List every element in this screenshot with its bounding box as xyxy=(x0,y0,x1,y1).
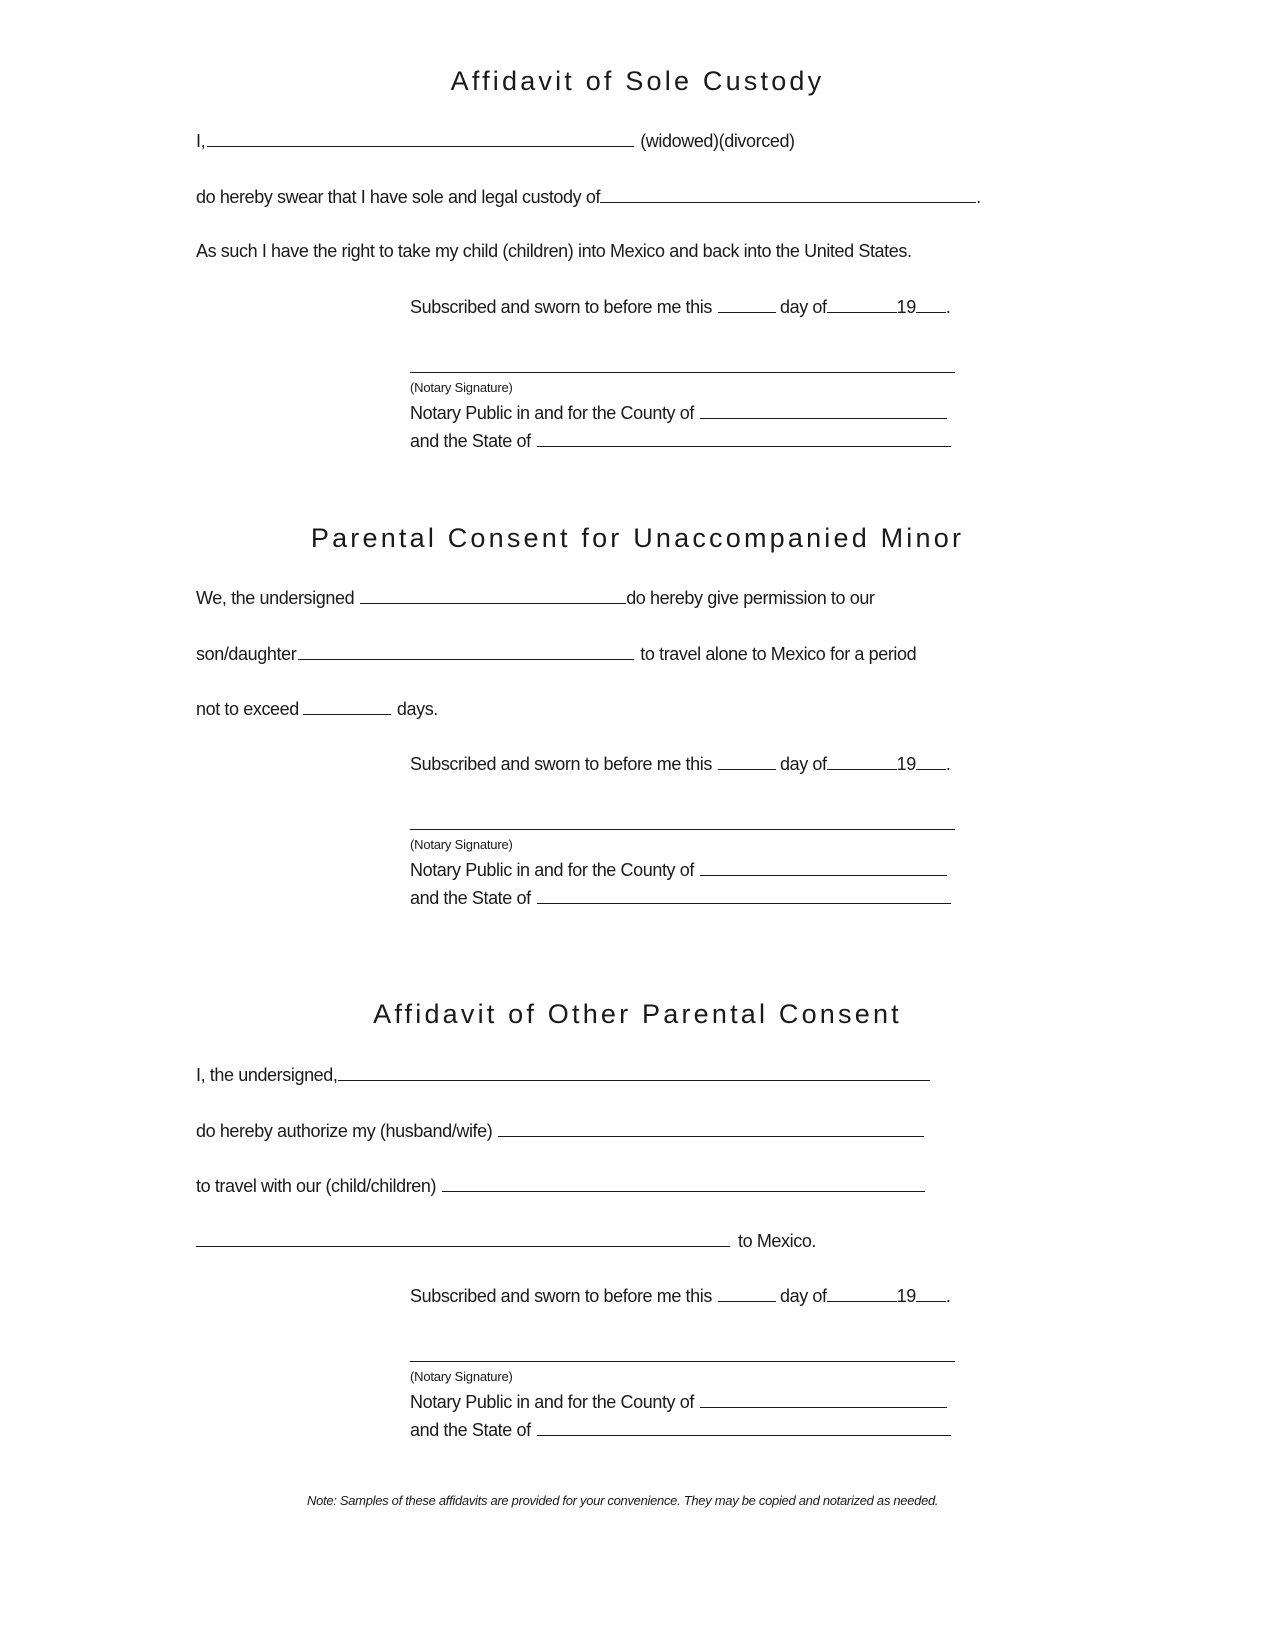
section2-title: Parental Consent for Unaccompanied Minor xyxy=(310,523,965,553)
state-label: and the State of xyxy=(410,1420,531,1440)
notary-signature-label: (Notary Signature) xyxy=(410,1369,513,1384)
name-blank[interactable] xyxy=(207,130,634,147)
state-blank[interactable] xyxy=(537,430,951,447)
sworn-period: . xyxy=(945,754,951,774)
section1-line3: As such I have the right to take my child (children) into Mexico and back into the United States. xyxy=(196,241,912,261)
section2-line3-suffix: days. xyxy=(396,699,438,719)
county-blank[interactable] xyxy=(700,402,947,419)
state-label: and the State of xyxy=(410,888,531,908)
section1-line2 xyxy=(196,186,981,208)
notary-signature-line[interactable] xyxy=(410,372,955,373)
section3-title: Affidavit of Other Parental Consent xyxy=(373,999,902,1029)
section2-line3-prefix: not to exceed xyxy=(196,699,299,719)
year-blank[interactable] xyxy=(916,753,946,770)
sworn-prefix: Subscribed and sworn to before me this xyxy=(410,754,712,774)
section3-line1 xyxy=(196,1064,930,1086)
month-blank[interactable] xyxy=(827,753,897,770)
sworn-period: . xyxy=(945,1286,951,1306)
sworn-line xyxy=(410,1285,950,1307)
notary-signature-line[interactable] xyxy=(410,829,955,830)
day-of-label: day of xyxy=(779,1286,827,1306)
sworn-prefix: Subscribed and sworn to before me this xyxy=(410,1286,712,1306)
section1-line1 xyxy=(196,130,795,152)
section1-line1-suffix: (widowed)(divorced) xyxy=(640,131,795,151)
notary-signature-label: (Notary Signature) xyxy=(410,380,513,395)
county-label: Notary Public in and for the County of xyxy=(410,1392,694,1412)
section1-title: Affidavit of Sole Custody xyxy=(450,66,825,96)
notary-signature-line[interactable] xyxy=(410,1361,955,1362)
custody-of-blank[interactable] xyxy=(600,186,976,203)
section3-line4 xyxy=(196,1230,816,1252)
section1-line2-suffix: . xyxy=(976,187,981,207)
month-blank[interactable] xyxy=(827,1285,897,1302)
county-line xyxy=(410,1391,947,1413)
child-blank[interactable] xyxy=(298,643,634,660)
section3-line3-prefix: to travel with our (child/children) xyxy=(196,1176,437,1196)
day-of-label: day of xyxy=(779,754,827,774)
section3-line3 xyxy=(196,1175,925,1197)
undersigned-blank[interactable] xyxy=(338,1064,930,1081)
section2-line2-suffix: to travel alone to Mexico for a period xyxy=(640,644,917,664)
state-blank[interactable] xyxy=(537,887,951,904)
county-line xyxy=(410,859,947,881)
state-line xyxy=(410,1419,951,1441)
children-blank[interactable] xyxy=(442,1175,925,1192)
day-blank[interactable] xyxy=(718,753,776,770)
section2-line2-prefix: son/daughter xyxy=(196,644,297,664)
month-blank[interactable] xyxy=(827,296,897,313)
sworn-line xyxy=(410,753,950,775)
year-blank[interactable] xyxy=(916,1285,946,1302)
days-blank[interactable] xyxy=(303,698,391,715)
county-blank[interactable] xyxy=(700,859,947,876)
parents-blank[interactable] xyxy=(360,587,626,604)
state-label: and the State of xyxy=(410,431,531,451)
spouse-blank[interactable] xyxy=(498,1120,924,1137)
sworn-period: . xyxy=(945,297,951,317)
section1-line2-prefix: do hereby swear that I have sole and legal custody of xyxy=(196,187,601,207)
section2-line1-prefix: We, the undersigned xyxy=(196,588,355,608)
sworn-prefix: Subscribed and sworn to before me this xyxy=(410,297,712,317)
notary-signature-label: (Notary Signature) xyxy=(410,837,513,852)
year-prefix: 19 xyxy=(896,1286,916,1306)
sworn-line xyxy=(410,296,950,318)
section2-line1-suffix: do hereby give permission to our xyxy=(626,588,875,608)
year-prefix: 19 xyxy=(896,754,916,774)
day-blank[interactable] xyxy=(718,296,776,313)
footer-note: Note: Samples of these affidavits are provided for your convenience. They may be copied and notarized as needed. xyxy=(307,1493,939,1508)
state-blank[interactable] xyxy=(537,1419,951,1436)
year-blank[interactable] xyxy=(916,296,946,313)
section2-line1 xyxy=(196,587,875,609)
day-of-label: day of xyxy=(779,297,827,317)
section2-line3 xyxy=(196,698,438,720)
day-blank[interactable] xyxy=(718,1285,776,1302)
county-label: Notary Public in and for the County of xyxy=(410,860,694,880)
county-label: Notary Public in and for the County of xyxy=(410,403,694,423)
section3-line4-suffix: to Mexico. xyxy=(738,1231,817,1251)
section3-line2 xyxy=(196,1120,924,1142)
section3-line1-prefix: I, the undersigned, xyxy=(196,1065,338,1085)
children-continued-blank[interactable] xyxy=(196,1230,730,1247)
section1-line1-prefix: I, xyxy=(196,131,206,151)
county-blank[interactable] xyxy=(700,1391,947,1408)
state-line xyxy=(410,887,951,909)
county-line xyxy=(410,402,947,424)
year-prefix: 19 xyxy=(896,297,916,317)
state-line xyxy=(410,430,951,452)
section2-line2 xyxy=(196,643,916,665)
section3-line2-prefix: do hereby authorize my (husband/wife) xyxy=(196,1121,493,1141)
